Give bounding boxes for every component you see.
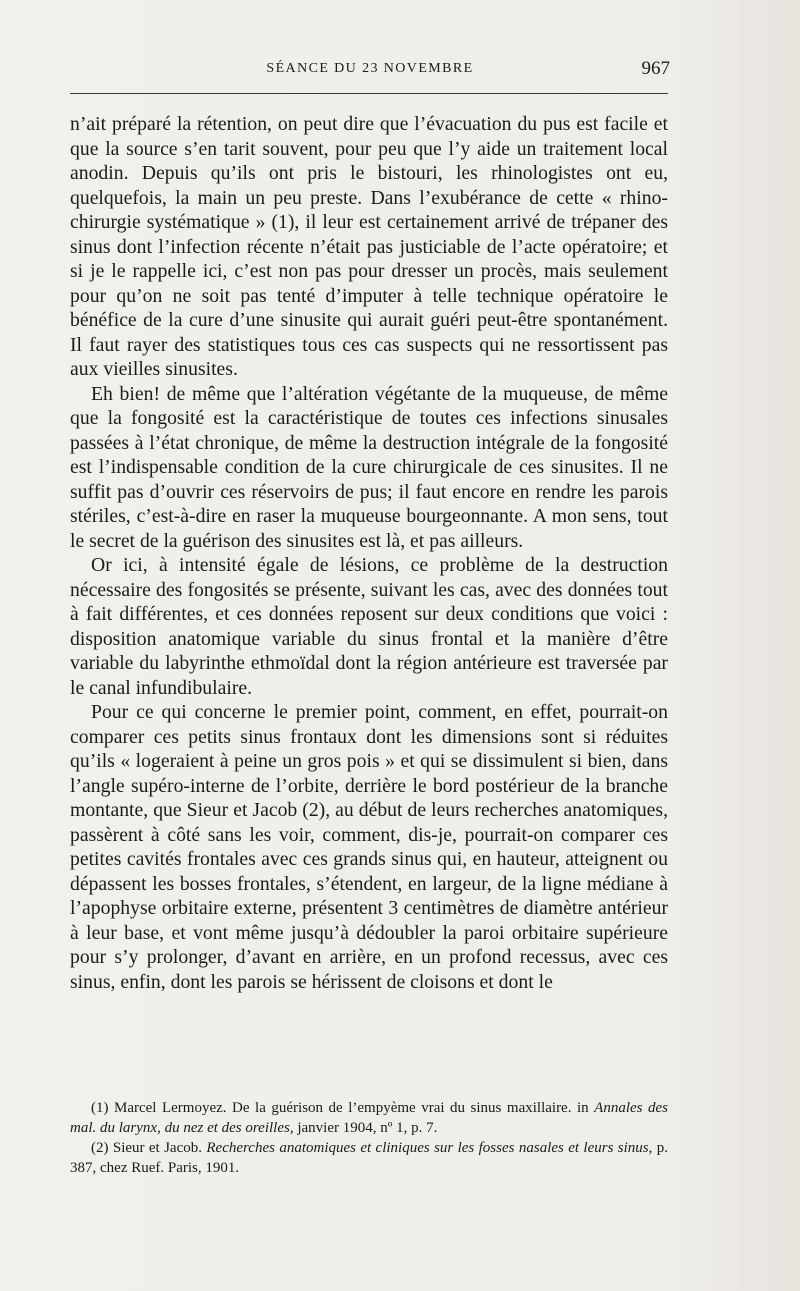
paragraph-3: Or ici, à intensité égale de lésions, ce problème de la destruction nécessaire des fongosités se présente, suivant les cas, avec des données tout à fait différentes, et ces données reposent sur deux conditions que voici : disposition anatomique variable du sinus frontal et la manière d’être variable du labyrinthe ethmoïdal dont la région antérieure est traversée par le canal infundibulaire.	[70, 554, 668, 699]
footnote-1-journal: Annales des mal. du larynx, du nez et des oreilles	[70, 1100, 669, 1136]
body-text	[70, 112, 668, 994]
footnote-2-title: Recherches anatomiques et cliniques sur les fosses nasales et leurs sinus	[206, 1140, 649, 1156]
footnote-2-tail: , p. 387, chez Ruef. Paris, 1901.	[70, 1140, 669, 1176]
running-header	[70, 58, 670, 82]
footnote-1-lead: (1) Marcel Lermoyez. De la guérison de l’empyème vrai du sinus maxillaire. in	[91, 1100, 595, 1116]
footnote-2-lead: (2) Sieur et Jacob.	[91, 1140, 207, 1156]
footnotes	[70, 1098, 668, 1178]
paragraph-1: n’ait préparé la rétention, on peut dire que l’évacuation du pus est facile et que la source s’en tarit souvent, pour peu que l’y aide un traitement local anodin. Depuis qu’ils ont pris le bistouri, les rhinologistes ont eu, quelquefois, la main un peu preste. Dans l’exubérance de cette « rhino-chirurgie systématique » (1), il leur est certainement arrivé de trépaner des sinus dont l’infection récente n’était pas justiciable de l’acte opératoire; et si je le rappelle ici, c’est non pas pour dresser un procès, mais seulement pour qu’on ne soit pas tenté d’imputer à telle technique opératoire le bénéfice de la cure d’une sinusite qui aurait guéri peut-être spontanément. Il faut rayer des statistiques tous ces cas suspects qui ne ressortissent pas aux vieilles sinusites.	[70, 113, 668, 380]
page-number: 967	[641, 58, 670, 79]
paragraph-2: Eh bien! de même que l’altération végétante de la muqueuse, de même que la fongosité est la caractéristique de toutes ces infections sinusales passées à l’état chronique, de même la destruction intégrale de la fongosité est l’indispensable condition de la cure chirurgicale de ces sinusites. Il ne suffit pas d’ouvrir ces réservoirs de pus; il faut encore en rendre les parois stériles, c’est-à-dire en raser la muqueuse bourgeonnante. A mon sens, tout le secret de la guérison des sinusites est là, et pas ailleurs.	[70, 382, 668, 552]
footnote-2	[70, 1138, 668, 1178]
running-title: SÉANCE DU 23 NOVEMBRE	[266, 61, 474, 76]
header-rule	[70, 93, 668, 94]
footnote-1	[70, 1098, 668, 1138]
footnote-1-tail: , janvier 1904, nº 1, p. 7.	[289, 1120, 438, 1136]
paragraph-4: Pour ce qui concerne le premier point, comment, en effet, pourrait-on comparer ces petits sinus frontaux dont les dimensions sont si réduites qu’ils « logeraient à peine un gros pois » et qui se dissimulent si bien, dans l’angle supéro-interne de l’orbite, derrière le bord postérieur de la branche montante, que Sieur et Jacob (2), au début de leurs recherches anatomiques, passèrent à côté sans les voir, comment, dis-je, pourrait-on comparer ces petites cavités frontales avec ces grands sinus qui, en hauteur, atteignent ou dépassent les bosses frontales, s’étendent, en largeur, de la ligne médiane à l’apophyse orbitaire externe, présentent 3 centimètres de diamètre antérieur à leur base, et vont même jusqu’à dédoubler la paroi orbitaire supérieure pour s’y prolonger, d’avant en arrière, en un profond recessus, avec ces sinus, enfin, dont les parois se hérissent de cloisons et dont le	[70, 701, 668, 993]
